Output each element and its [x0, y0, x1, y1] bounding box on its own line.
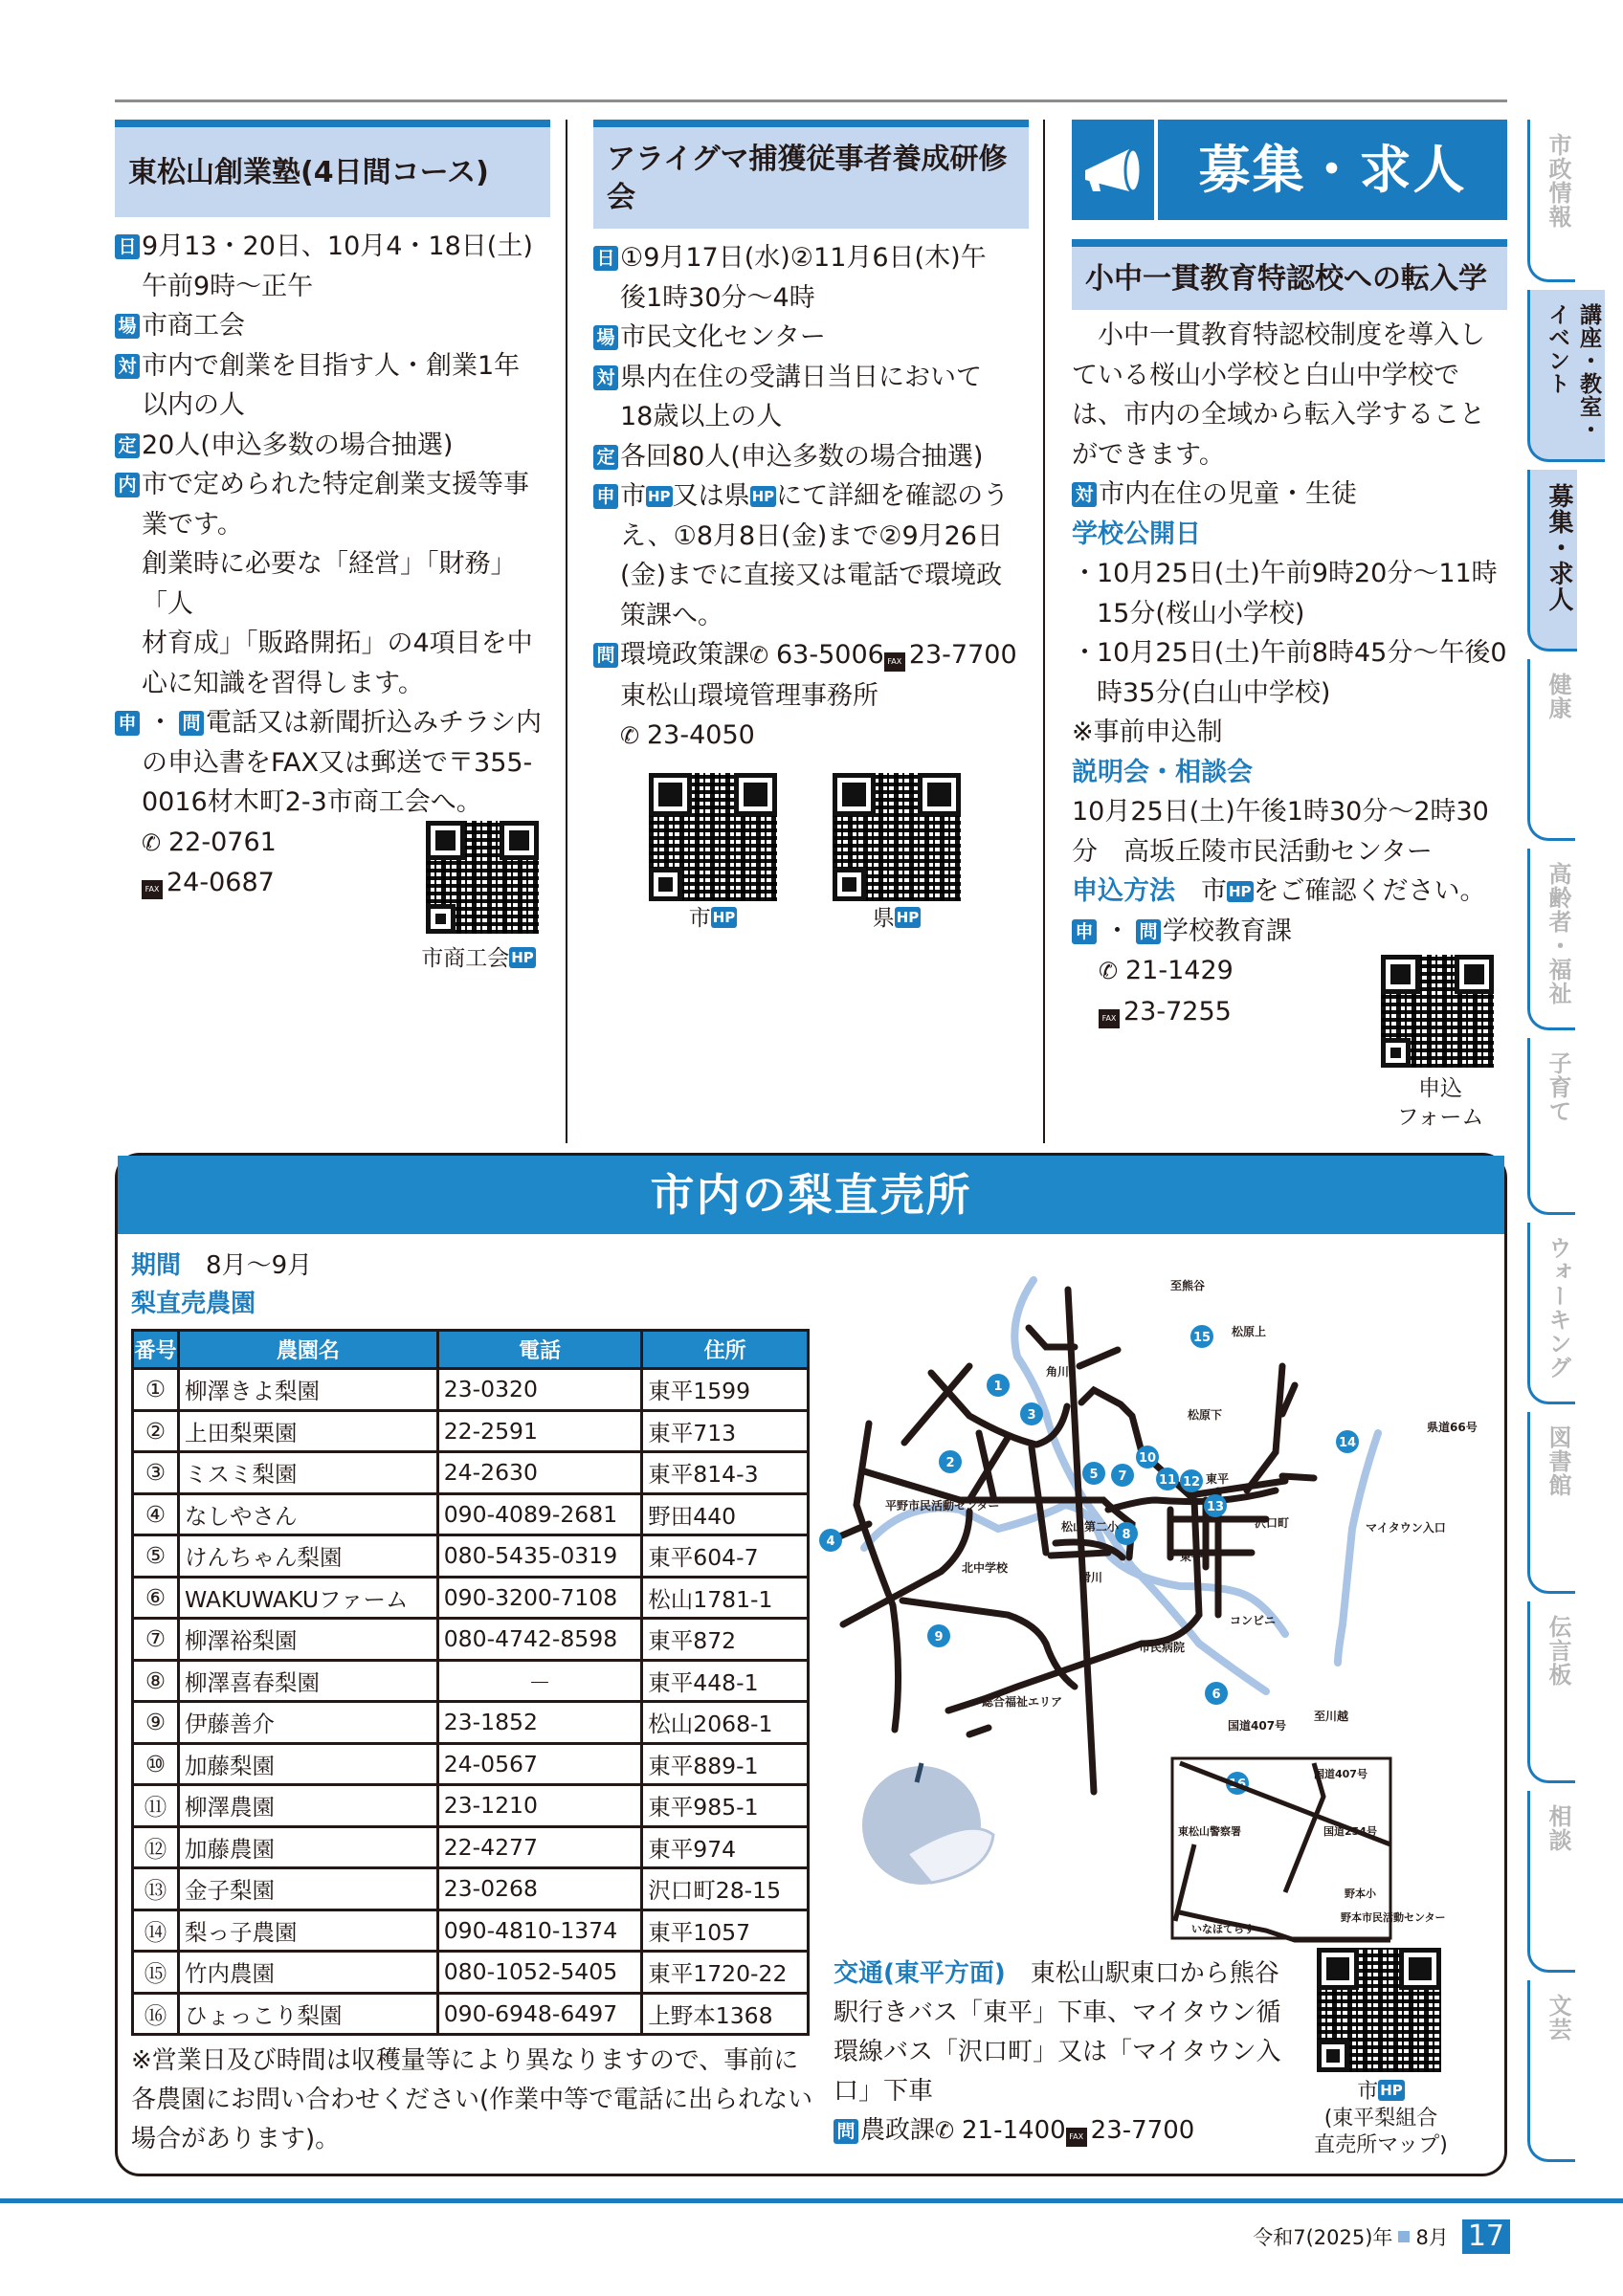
article-tokuninko: 募集・求人 小中一貫教育特認校への転入学 小中一貫教育特認校制度を導入している桜山小学校と白山中学校では、市内の全域から転入学することができます。 対 市内在住の児童・生徒 学校公開日 ・ 10月25日(土)午前9時20分～11時15分(桜山小学校) ・ 10月25日(土)午前8時45分～午後0時35分(白山中学校) ※事前申込制 説明会・相談会 10月25日(土)午後1時30分～2時30分 高坂丘陵市民活動センター 申込方法 市 HPをご確認ください。 申 ・ 問 学校教育課 ✆ 21-1429 FAX 23-7255 申込 フォーム: [1072, 120, 1507, 1031]
tab-korei-fukushi[interactable]: 高齢者・福祉: [1527, 849, 1575, 1030]
place-tag: 場: [593, 325, 618, 350]
farm-phone: 23-1852: [437, 1702, 642, 1744]
svg-text:東平: 東平: [1180, 1550, 1204, 1563]
tab-dengonban[interactable]: 伝言板: [1527, 1601, 1575, 1783]
farm-address: 東平713: [642, 1410, 809, 1452]
svg-text:12: 12: [1182, 1475, 1201, 1490]
farm-address: 東平1057: [642, 1910, 809, 1952]
table-row: [133, 1493, 809, 1535]
farm-address: 東平872: [642, 1619, 809, 1661]
tab-sodan[interactable]: 相談: [1527, 1791, 1575, 1973]
farm-phone: 080-5435-0319: [437, 1535, 642, 1578]
svg-text:平野市民活動センター: 平野市民活動センター: [885, 1499, 1000, 1512]
tab-kenko[interactable]: 健康: [1527, 659, 1575, 841]
top-rule: [115, 99, 1507, 102]
table-row: [133, 1993, 809, 2035]
hp-badge: HP: [896, 909, 920, 926]
svg-text:6: 6: [1212, 1688, 1221, 1702]
farm-number: ⑫: [133, 1826, 179, 1868]
farm-phone: 22-4277: [437, 1826, 642, 1868]
farm-name: ミスミ梨園: [179, 1452, 438, 1494]
qr-pref-hp[interactable]: 県 HP: [830, 770, 964, 933]
briefing-heading: 説明会・相談会: [1072, 757, 1253, 787]
inquiry-tag: 問: [593, 643, 618, 668]
apply-tag: 申: [1072, 919, 1097, 944]
farm-list-heading: 梨直売農園: [131, 1290, 256, 1318]
farm-number: ⑨: [133, 1702, 179, 1744]
farm-phone: 090-4810-1374: [437, 1910, 642, 1952]
svg-text:2: 2: [945, 1456, 955, 1470]
tel-line: ✆ 22-0761: [115, 823, 550, 864]
fax-icon: FAX: [142, 880, 163, 899]
svg-text:松原上: 松原上: [1232, 1325, 1267, 1338]
svg-text:松山第二小: 松山第二小: [1061, 1520, 1120, 1534]
info-target: 対 市内で創業を目指す人・創業1年: [115, 346, 550, 386]
table-row: [133, 1826, 809, 1868]
farm-number: ⑬: [133, 1868, 179, 1910]
farm-name: WAKUWAKUファーム: [179, 1577, 438, 1619]
svg-text:沢口町: 沢口町: [1255, 1516, 1290, 1530]
content-tag: 内: [115, 473, 140, 497]
apply-tag: 申: [115, 711, 140, 736]
section-title: 募集・求人: [1198, 140, 1467, 200]
inset-map: [1172, 1758, 1446, 1940]
contact-line: 問 環境政策課✆ 63-5006 FAX 23-7700: [593, 635, 1029, 676]
table-row: [133, 1452, 809, 1494]
farm-phone: 080-1052-5405: [437, 1952, 642, 1994]
farm-address: 東平604-7: [642, 1535, 809, 1578]
hp-badge: HP: [1380, 2082, 1403, 2099]
table-row: [133, 1577, 809, 1619]
phone-icon: ✆: [142, 828, 162, 856]
article-title: アライグマ捕獲従事者養成研修会: [593, 120, 1029, 229]
apply-method: 申込方法 市 HPをご確認ください。: [1072, 876, 1486, 906]
article-title: 東松山創業塾(4日間コース): [115, 120, 550, 217]
table-row: [133, 1743, 809, 1785]
fax-line: FAX 24-0687: [115, 863, 550, 903]
tab-koza-event[interactable]: 講座・教室・イベント: [1527, 290, 1605, 462]
table-row: [133, 1660, 809, 1702]
farm-phone: －: [437, 1660, 642, 1702]
table-row: [133, 1702, 809, 1744]
date-tag: 日: [593, 246, 618, 271]
farm-address: 松山1781-1: [642, 1577, 809, 1619]
info-content: 内 市で定められた特定創業支援等事: [115, 465, 550, 505]
qr-code-icon[interactable]: [646, 770, 780, 904]
table-row: [133, 1410, 809, 1452]
svg-text:至川越: 至川越: [1314, 1710, 1349, 1723]
svg-text:松原下: 松原下: [1188, 1408, 1223, 1422]
farm-name: 加藤農園: [179, 1826, 438, 1868]
svg-text:いなほてらす: いなほてらす: [1191, 1923, 1255, 1935]
qr-code-icon[interactable]: [423, 818, 542, 937]
side-index-tabs: [1527, 120, 1623, 2170]
transport-info: 交通(東平方面) 東松山駅東口から熊谷駅行きバス「東平」下車、マイタウン循環線バス「沢口町」又は「マイタウン入口」下車 問 農政課✆ 21-1400 FAX 23-7700: [834, 1954, 1283, 2151]
svg-text:東松山警察署: 東松山警察署: [1178, 1825, 1241, 1838]
farm-name: なしやさん: [179, 1493, 438, 1535]
table-row: [133, 1952, 809, 1994]
footer-rule: [0, 2198, 1623, 2203]
farm-table: [131, 1329, 810, 2036]
qr-nashi-map[interactable]: 市 HP (東平梨組合直売所マップ): [1314, 1945, 1448, 2159]
col-header-number: 番号: [133, 1331, 179, 1369]
svg-text:マイタウン入口: マイタウン入口: [1366, 1521, 1446, 1534]
svg-text:1: 1: [993, 1380, 1003, 1394]
page-footer: [1253, 2219, 1510, 2254]
farm-address: 東平1599: [642, 1369, 809, 1411]
farm-name: 柳澤きよ梨園: [179, 1369, 438, 1411]
farm-phone: 080-4742-8598: [437, 1619, 642, 1661]
svg-text:国道254号: 国道254号: [1323, 1825, 1377, 1838]
fax-icon: FAX: [884, 652, 905, 672]
svg-text:13: 13: [1206, 1500, 1225, 1514]
farm-number: ⑩: [133, 1743, 179, 1785]
farm-address: 東平974: [642, 1826, 809, 1868]
col-header-phone: 電話: [437, 1331, 642, 1369]
farm-phone: 24-2630: [437, 1452, 642, 1494]
target-tag: 対: [115, 354, 140, 379]
farm-address: 東平448-1: [642, 1660, 809, 1702]
table-row: [133, 1910, 809, 1952]
svg-text:14: 14: [1338, 1436, 1357, 1450]
fax-icon: FAX: [1099, 1009, 1120, 1028]
nashi-map: [816, 1261, 1505, 1935]
qr-code-icon[interactable]: [830, 770, 964, 904]
article-sogyo-juku: 東松山創業塾(4日間コース) 日 9月13・20日、10月4・18日(土) 午前9時～正午 場 市商工会 対 市内で創業を目指す人・創業1年 以内の人 定 20人(申込多数の場合抽選) 内 市で定められた特定創業支援等事 業です。 創業時に必要な「経営」「財務」「人 材育成」「販路開拓」の4項目を中 心に知識を習得します。 申 ・ 問 電話又は新聞折込みチラシ内 の申込書をFAX又は郵送で〒355- 0016材木町2-3市商工会へ。 ✆ 22-0761 FAX 24-0687 市商工会 HP: [115, 120, 550, 903]
table-row: [133, 1785, 809, 1827]
phone-icon: ✆: [749, 642, 769, 669]
farm-number: ⑦: [133, 1619, 179, 1661]
farm-number: ⑭: [133, 1910, 179, 1952]
intro-text: 小中一貫教育特認校制度を導入している桜山小学校と白山中学校では、市内の全域から転入学することができます。: [1072, 320, 1485, 470]
svg-text:コンビニ: コンビニ: [1230, 1614, 1277, 1627]
table-row: [133, 1369, 809, 1411]
farm-phone: 23-1210: [437, 1785, 642, 1827]
svg-text:国道407号: 国道407号: [1228, 1719, 1287, 1733]
tab-walking[interactable]: ウォーキング: [1527, 1223, 1575, 1404]
info-apply: 申 ・ 問 電話又は新聞折込みチラシ内: [115, 703, 550, 743]
farm-phone: 22-2591: [437, 1410, 642, 1452]
farm-address: 東平1720-22: [642, 1952, 809, 1994]
issue-date: 令和7(2025)年: [1253, 2226, 1393, 2249]
hp-badge: HP: [751, 488, 775, 505]
section-banner: [1072, 120, 1507, 220]
info-date: 日 9月13・20日、10月4・18日(土): [115, 227, 550, 267]
svg-text:4: 4: [826, 1534, 835, 1549]
hp-badge: HP: [712, 909, 736, 926]
farm-number: ⑧: [133, 1660, 179, 1702]
svg-text:市民病院: 市民病院: [1139, 1641, 1186, 1654]
farm-name: 柳澤裕梨園: [179, 1619, 438, 1661]
inquiry-tag: 問: [834, 2119, 858, 2144]
info-capacity: 定 20人(申込多数の場合抽選): [115, 426, 550, 466]
qr-code-icon[interactable]: [1314, 1945, 1444, 2075]
svg-text:総合福祉エリア: 総合福祉エリア: [982, 1695, 1063, 1709]
svg-text:10: 10: [1138, 1451, 1157, 1466]
farm-phone: 090-6948-6497: [437, 1993, 642, 2035]
period: 期間 8月～9月: [131, 1251, 313, 1280]
table-row: [133, 1535, 809, 1578]
hp-badge: HP: [1229, 883, 1252, 900]
target-tag: 対: [1072, 482, 1097, 507]
phone-icon: ✆: [1099, 958, 1119, 984]
info-place: 場 市商工会: [115, 306, 550, 346]
farm-name: ひょっこり梨園: [179, 1993, 438, 2035]
column-divider: [566, 120, 567, 1143]
box-title: 市内の梨直売所: [118, 1156, 1504, 1234]
farm-name: 加藤梨園: [179, 1743, 438, 1785]
phone-icon: ✆: [620, 722, 640, 749]
qr-apply-form[interactable]: 申込 フォーム: [1378, 952, 1502, 1132]
svg-text:県道66号: 県道66号: [1427, 1421, 1478, 1434]
farm-name: けんちゃん梨園: [179, 1535, 438, 1578]
farm-name: 金子梨園: [179, 1868, 438, 1910]
qr-shokokai[interactable]: 市商工会 HP: [411, 818, 545, 973]
tab-kosodate[interactable]: 子育て: [1527, 1038, 1575, 1215]
article-title: 小中一貫教育特認校への転入学: [1072, 239, 1507, 310]
capacity-tag: 定: [593, 445, 618, 470]
page-number: 17: [1462, 2219, 1510, 2254]
farm-address: 東平985-1: [642, 1785, 809, 1827]
tab-shisei[interactable]: 市政情報: [1527, 120, 1575, 282]
farm-number: ②: [133, 1410, 179, 1452]
inquiry-tag: 問: [179, 711, 204, 736]
separator-square: [1398, 2231, 1410, 2242]
farm-number: ⑮: [133, 1952, 179, 1994]
svg-text:野本市民活動センター: 野本市民活動センター: [1341, 1911, 1446, 1924]
farm-name: 伊藤善介: [179, 1702, 438, 1744]
date-tag: 日: [115, 234, 140, 259]
farm-number: ③: [133, 1452, 179, 1494]
farm-name: 上田梨栗園: [179, 1410, 438, 1452]
farm-address: 東平889-1: [642, 1743, 809, 1785]
svg-text:北中学校: 北中学校: [962, 1561, 1009, 1575]
target-tag: 対: [593, 365, 618, 390]
fax-icon: FAX: [1066, 2128, 1087, 2147]
farm-number: ④: [133, 1493, 179, 1535]
svg-text:5: 5: [1089, 1468, 1099, 1482]
svg-text:15: 15: [1192, 1331, 1212, 1345]
hp-badge: HP: [648, 488, 671, 505]
hp-badge: HP: [511, 949, 534, 966]
tab-bungei[interactable]: 文芸: [1527, 1980, 1575, 2162]
table-row: [133, 1619, 809, 1661]
farm-number: ⑪: [133, 1785, 179, 1827]
svg-text:11: 11: [1158, 1473, 1177, 1488]
farm-number: ⑥: [133, 1577, 179, 1619]
apply-tag: 申: [593, 484, 618, 509]
svg-text:滑川: 滑川: [1079, 1571, 1103, 1584]
farm-name: 竹内農園: [179, 1952, 438, 1994]
svg-text:7: 7: [1118, 1469, 1127, 1484]
farm-address: 松山2068-1: [642, 1702, 809, 1744]
svg-text:至熊谷: 至熊谷: [1170, 1279, 1206, 1292]
capacity-tag: 定: [115, 433, 140, 458]
farm-name: 柳澤喜春梨園: [179, 1660, 438, 1702]
qr-code-icon[interactable]: [1378, 952, 1497, 1071]
farm-name: 柳澤農園: [179, 1785, 438, 1827]
nashi-direct-sales-box: [115, 1153, 1507, 2176]
place-tag: 場: [115, 314, 140, 339]
table-row: [133, 1868, 809, 1910]
svg-text:角川: 角川: [1046, 1365, 1070, 1379]
farm-name: 梨っ子農園: [179, 1910, 438, 1952]
farm-phone: 24-0567: [437, 1743, 642, 1785]
farm-address: 沢口町28-15: [642, 1868, 809, 1910]
svg-text:9: 9: [934, 1630, 944, 1645]
farm-number: ①: [133, 1369, 179, 1411]
open-day-heading: 学校公開日: [1072, 519, 1201, 549]
nashi-pear-illustration: [862, 1763, 993, 1885]
article-araiguma: アライグマ捕獲従事者養成研修会 日 ①9月17日(水)②11月6日(木)午 後1時30分～4時 場 市民文化センター 対 県内在住の受講日当日において 18歳以上の人 定 各回80人(申込多数の場合抽選) 申 市 HP又は県 HPにて詳細を確認のう え、①8月8日(金)まで②9月26日 (金)までに直接又は電話で環境政 策課へ。 問 環境政策課✆ 63-5006 FAX 23-7700 東松山環境管理事務所 ✆ 23-4050 市 HP 県 HP: [593, 120, 1029, 757]
farm-address: 野田440: [642, 1493, 809, 1535]
svg-text:8: 8: [1122, 1528, 1131, 1542]
farm-phone: 090-3200-7108: [437, 1577, 642, 1619]
svg-text:国道407号: 国道407号: [1314, 1768, 1367, 1780]
tab-boshu[interactable]: 募集・求人: [1527, 470, 1577, 651]
farm-number: ⑤: [133, 1535, 179, 1578]
col-header-name: 農園名: [179, 1331, 438, 1369]
farm-phone: 090-4089-2681: [437, 1493, 642, 1535]
qr-city-hp[interactable]: 市 HP: [646, 770, 780, 933]
column-divider: [1043, 120, 1045, 1143]
megaphone-icon: [1072, 120, 1158, 220]
farm-phone: 23-0320: [437, 1369, 642, 1411]
farm-phone: 23-0268: [437, 1868, 642, 1910]
phone-icon: ✆: [935, 2117, 955, 2144]
farm-number: ⑯: [133, 1993, 179, 2035]
inquiry-tag: 問: [1136, 919, 1161, 944]
issue-month: 8月: [1415, 2226, 1449, 2249]
svg-text:東平: 東平: [1206, 1472, 1230, 1486]
farm-address: 上野本1368: [642, 1993, 809, 2035]
tab-toshokan[interactable]: 図書館: [1527, 1412, 1575, 1594]
business-hours-note: ※営業日及び時間は収穫量等により異なりますので、事前に各農園にお問い合わせください(作業中等で電話に出られない場合があります)。: [131, 2046, 813, 2153]
svg-text:16: 16: [1228, 1777, 1247, 1792]
farm-address: 東平814-3: [642, 1452, 809, 1494]
svg-text:野本小: 野本小: [1345, 1888, 1376, 1900]
qr-row: [646, 770, 964, 933]
col-header-address: 住所: [642, 1331, 809, 1369]
svg-text:3: 3: [1027, 1408, 1036, 1423]
